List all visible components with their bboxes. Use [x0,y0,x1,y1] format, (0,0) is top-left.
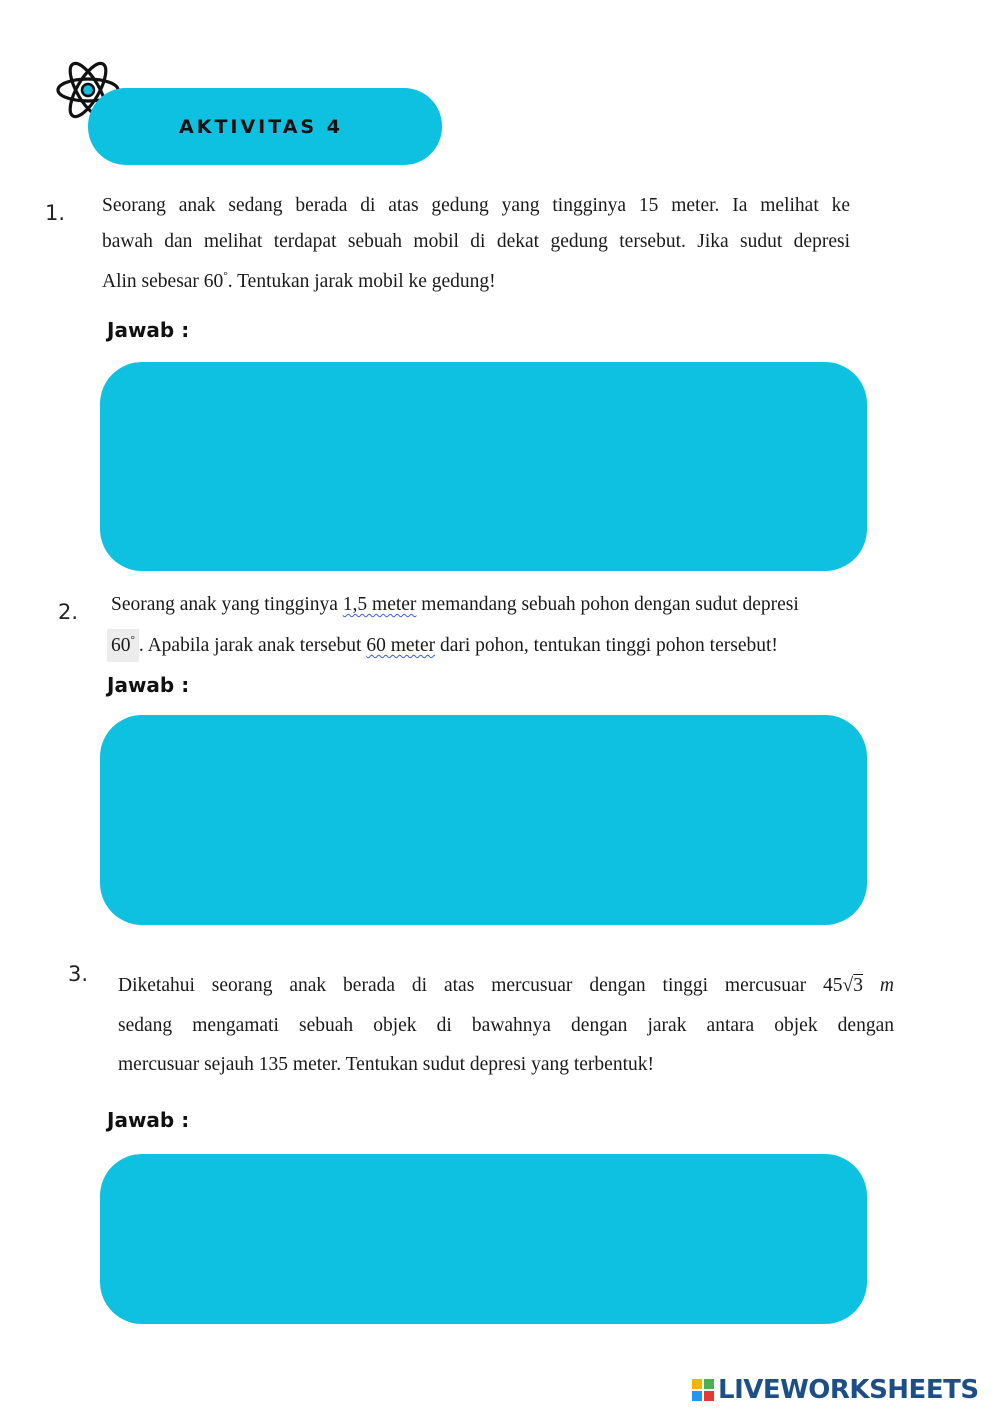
logo-square [692,1379,702,1389]
liveworksheets-logo [692,1373,979,1407]
angle-number: 60 [111,635,131,656]
degree-symbol: ° [130,634,135,646]
question-3-line-1-start: Diketahui seorang anak berada di atas mercusuar dengan tinggi mercusuar 45 [118,975,843,996]
answer-label: Jawab : [107,318,190,342]
sqrt-symbol: √ [842,975,854,996]
question-3-line-2: sedang mengamati sebuah objek di bawahnya dengan jarak antara objek dengan [118,1015,894,1036]
question-1-line-3-start: Alin sebesar 60 [102,271,224,292]
question-number: 2. [58,600,79,624]
logo-square [692,1391,702,1401]
question-2-line-2-start: . Apabila jarak anak tersebut [138,635,367,656]
question-1-line-1: Seorang anak sedang berada di atas gedung yang tingginya 15 meter. Ia melihat ke [102,195,850,216]
question-2-line-1-end: memandang sebuah pohon dengan sudut depresi [416,594,799,615]
question-1-line-2: bawah dan melihat terdapat sebuah mobil di dekat gedung tersebut. Jika sudut depresi [102,231,850,252]
degree-symbol: ° [223,270,228,282]
question-1-line-3 [102,270,496,293]
answer-box-1[interactable] [100,362,867,571]
logo-square [704,1391,714,1401]
angle-value [107,629,139,662]
question-1-line-3-end: . Tentukan jarak mobil ke gedung! [227,271,496,292]
logo-text: LIVEWORKSHEETS [718,1375,979,1405]
spellcheck-mark: 1,5 meter [342,594,417,615]
spellcheck-mark: 60 meter [366,635,436,656]
question-number: 3. [68,962,89,986]
question-3-line-1 [118,975,894,997]
logo-grid-icon [692,1379,714,1401]
question-2-line-2-end: dari pohon, tentukan tinggi pohon tersebut! [435,635,778,656]
question-2-line-1-start: Seorang anak yang tingginya [111,594,343,615]
answer-box-3[interactable] [100,1154,867,1324]
question-number: 1. [45,201,66,225]
sqrt-radicand: 3 [853,975,863,996]
question-2-line-2 [107,634,778,657]
page-title: AKTIVITAS 4 [179,115,343,138]
question-3-line-3: mercusuar sejauh 135 meter. Tentukan sudut depresi yang terbentuk! [118,1054,654,1075]
logo-square [704,1379,714,1389]
answer-label: Jawab : [107,673,190,697]
answer-box-2[interactable] [100,715,867,925]
unit-label: m [879,975,894,996]
question-2-line-1 [111,594,799,616]
answer-label: Jawab : [107,1108,190,1132]
